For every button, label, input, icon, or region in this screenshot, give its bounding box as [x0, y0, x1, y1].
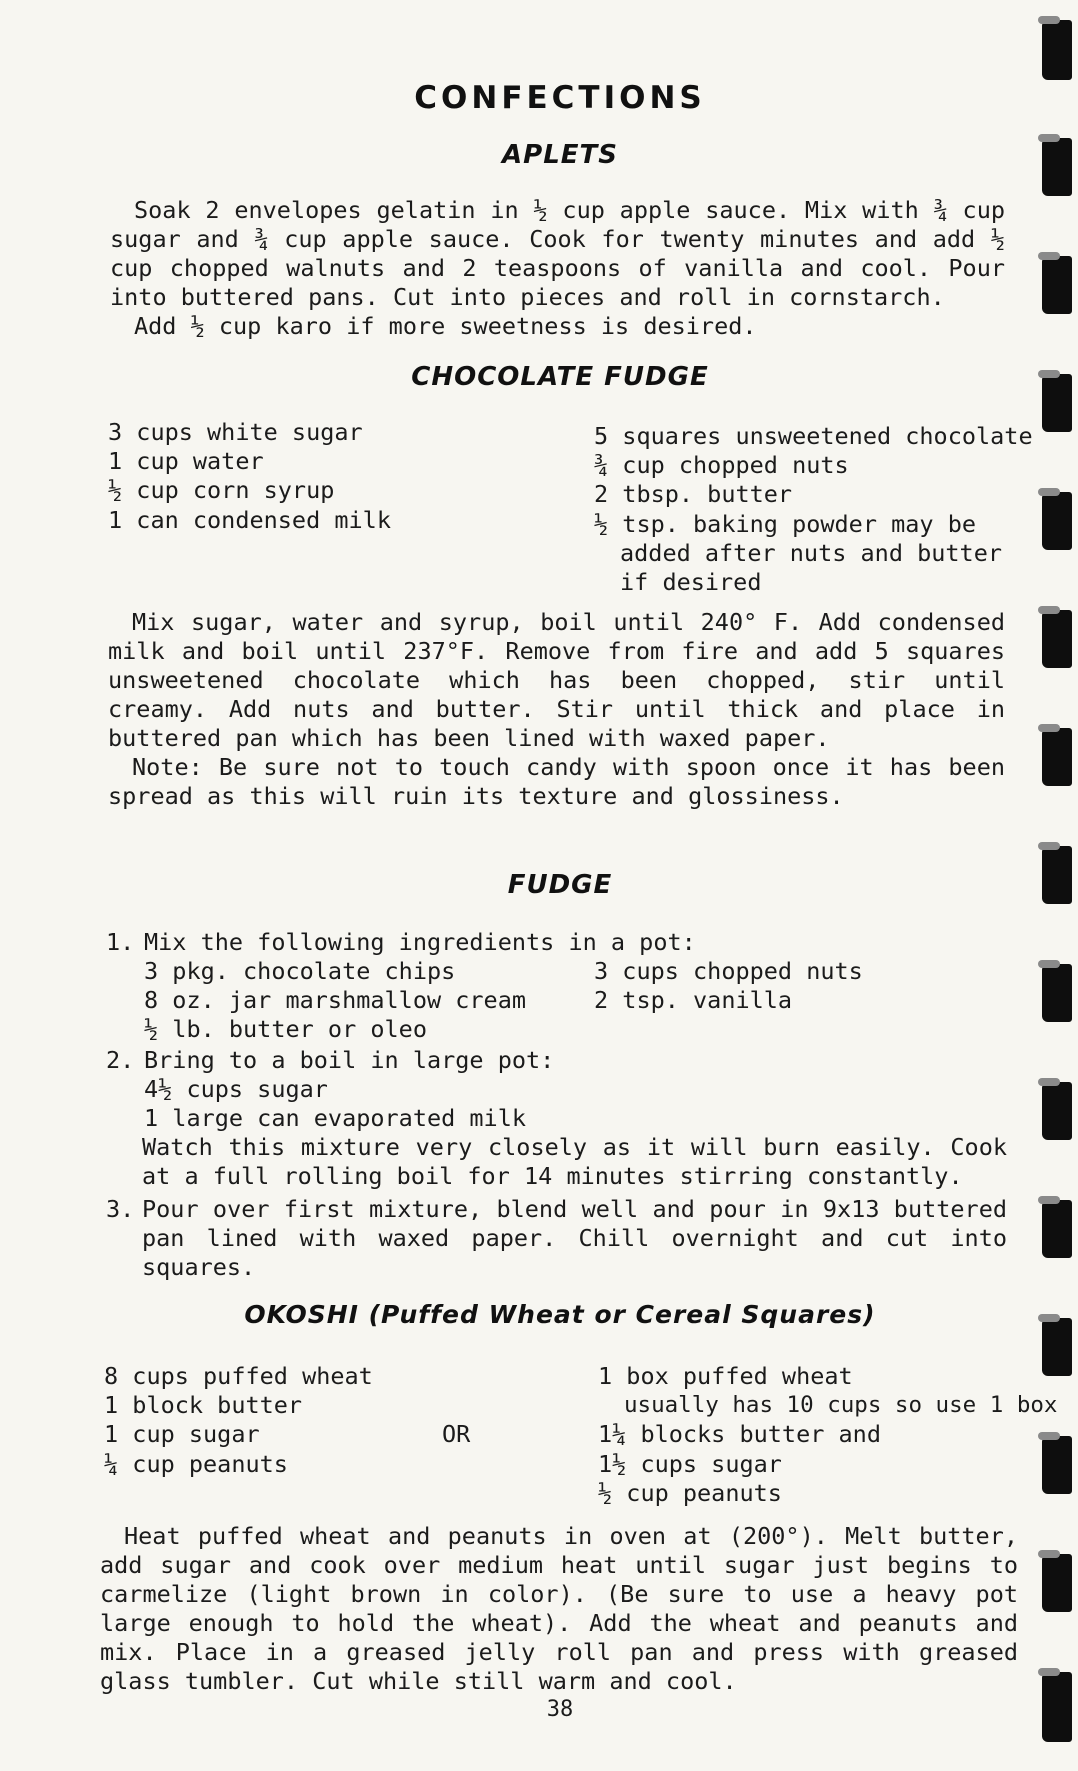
ingredient-note: usually has 10 cups so use 1 box — [624, 1392, 1058, 1419]
ingredient: ¼ cup peanuts — [104, 1449, 288, 1478]
ingredient: 3 pkg. chocolate chips — [144, 957, 456, 985]
ingredient: 1¼ blocks butter and — [598, 1420, 881, 1449]
fudge-step-3-text: Pour over first mixture, blend well and pour in 9x13 buttered pan lined with waxed paper. Chill overnight and cut into squares. — [142, 1195, 1007, 1281]
okoshi-heading: OKOSHI (Puffed Wheat or Cereal Squares) — [244, 1300, 876, 1329]
chocolate-fudge-ingredients-right — [594, 422, 1033, 597]
step-number: 1. — [106, 928, 135, 956]
ingredient: 1 cup water — [108, 447, 264, 476]
fudge-step-2-note — [142, 1133, 1007, 1191]
ingredient: 5 squares unsweetened chocolate — [594, 422, 1033, 450]
ingredient: 8 cups puffed wheat — [104, 1362, 373, 1390]
chocolate-fudge-note: Note: Be sure not to touch candy with spoon once it has been spread as this will ruin its texture and glossiness. — [108, 753, 1005, 810]
okoshi-ingredients-left — [104, 1362, 373, 1479]
chocolate-fudge-ingredients-left — [108, 418, 391, 535]
or-label: OR — [442, 1420, 471, 1448]
ingredient: ¾ cup chopped nuts — [594, 451, 849, 480]
chocolate-fudge-paragraph: Mix sugar, water and syrup, boil until 240° F. Add condensed milk and boil until 237°F. Remove from fire and add 5 squares unsweetened chocolate which has been chopped, stir until creamy. Add nuts and butter. Stir until thick and place in buttered pan which has been lined with waxed paper. — [108, 608, 1005, 752]
spiral-binding — [1018, 0, 1078, 1771]
binding-tab — [1042, 964, 1072, 1022]
binding-tab — [1042, 138, 1072, 196]
okoshi-paragraph: Heat puffed wheat and peanuts in oven at (200°). Melt butter, add sugar and cook over medium heat until sugar just begins to carmelize (light brown in color). (Be sure to use a heavy pot large enough to hold the wheat). Add the wheat and peanuts and mix. Place in a greased jelly roll pan and press with greased glass tumbler. Cut while still warm and cool. — [100, 1522, 1018, 1695]
binding-tab — [1042, 1436, 1072, 1494]
ingredient: 1 large can evaporated milk — [144, 1104, 527, 1133]
okoshi-ingredients-right — [598, 1362, 1057, 1508]
binding-tab — [1042, 1554, 1072, 1612]
binding-tab — [1042, 20, 1072, 80]
ingredient: 1 can condensed milk — [108, 505, 391, 534]
ingredient: 1 box puffed wheat — [598, 1362, 853, 1390]
fudge-step-1: Mix the following ingredients in a pot: — [144, 928, 696, 956]
chocolate-fudge-heading: CHOCOLATE FUDGE — [411, 362, 709, 392]
fudge-step-2-note-text: Watch this mixture very closely as it will burn easily. Cook at a full rolling boil for 14 minutes stirring constantly. — [142, 1133, 1007, 1190]
ingredient: 1 cup sugar — [104, 1420, 260, 1449]
ingredient: 8 oz. jar marshmallow cream — [144, 986, 527, 1015]
page-title: CONFECTIONS — [414, 80, 706, 116]
ingredient: ½ cup corn syrup — [108, 476, 335, 505]
binding-tab — [1042, 846, 1072, 904]
ingredient: 1½ cups sugar — [598, 1449, 782, 1478]
binding-tab — [1042, 256, 1072, 314]
page-number: 38 — [546, 1697, 574, 1722]
binding-tab — [1042, 1200, 1072, 1258]
ingredient: 1 block butter — [104, 1391, 303, 1420]
ingredient: 3 cups white sugar — [108, 418, 363, 446]
aplets-paragraph: Soak 2 envelopes gelatin in ½ cup apple sauce. Mix with ¾ cup sugar and ¾ cup apple sauce. Cook for twenty minutes and add ½ cup chopped walnuts and 2 teaspoons of vanilla and cool. Pour into buttered pans. Cut into pieces and roll in cornstarch. — [110, 196, 1005, 311]
ingredient: 2 tbsp. butter — [594, 480, 793, 509]
fudge-step-1-right — [594, 957, 863, 1015]
binding-tab — [1042, 1082, 1072, 1140]
chocolate-fudge-instructions — [108, 608, 1005, 811]
fudge-step-2: Bring to a boil in large pot: — [144, 1046, 555, 1074]
ingredient: ½ cup peanuts — [598, 1478, 782, 1507]
fudge-step-3 — [142, 1195, 1007, 1282]
okoshi-instructions — [100, 1522, 1018, 1696]
binding-tab — [1042, 728, 1072, 786]
step-number: 3. — [106, 1195, 135, 1223]
fudge-heading: FUDGE — [507, 870, 613, 900]
ingredient: 4½ cups sugar — [144, 1075, 328, 1103]
ingredient: ½ lb. butter or oleo — [144, 1015, 427, 1044]
ingredient: ½ tsp. baking powder may be — [594, 509, 977, 538]
fudge-step-2-items — [144, 1075, 526, 1133]
aplets-note: Add ½ cup karo if more sweetness is desired. — [134, 312, 757, 340]
ingredient: 3 cups chopped nuts — [594, 957, 863, 985]
binding-tab — [1042, 492, 1072, 550]
ingredient: 2 tsp. vanilla — [594, 986, 793, 1015]
binding-tab — [1042, 1318, 1072, 1376]
binding-tab — [1042, 610, 1072, 668]
ingredient-note: added after nuts and butter — [620, 538, 1003, 567]
step-number: 2. — [106, 1046, 135, 1074]
aplets-instructions — [110, 196, 1005, 341]
ingredient-note: if desired — [620, 568, 762, 597]
binding-tab — [1042, 1672, 1072, 1742]
fudge-step-1-left — [144, 957, 526, 1045]
binding-tab — [1042, 374, 1072, 432]
aplets-heading: APLETS — [502, 140, 618, 170]
